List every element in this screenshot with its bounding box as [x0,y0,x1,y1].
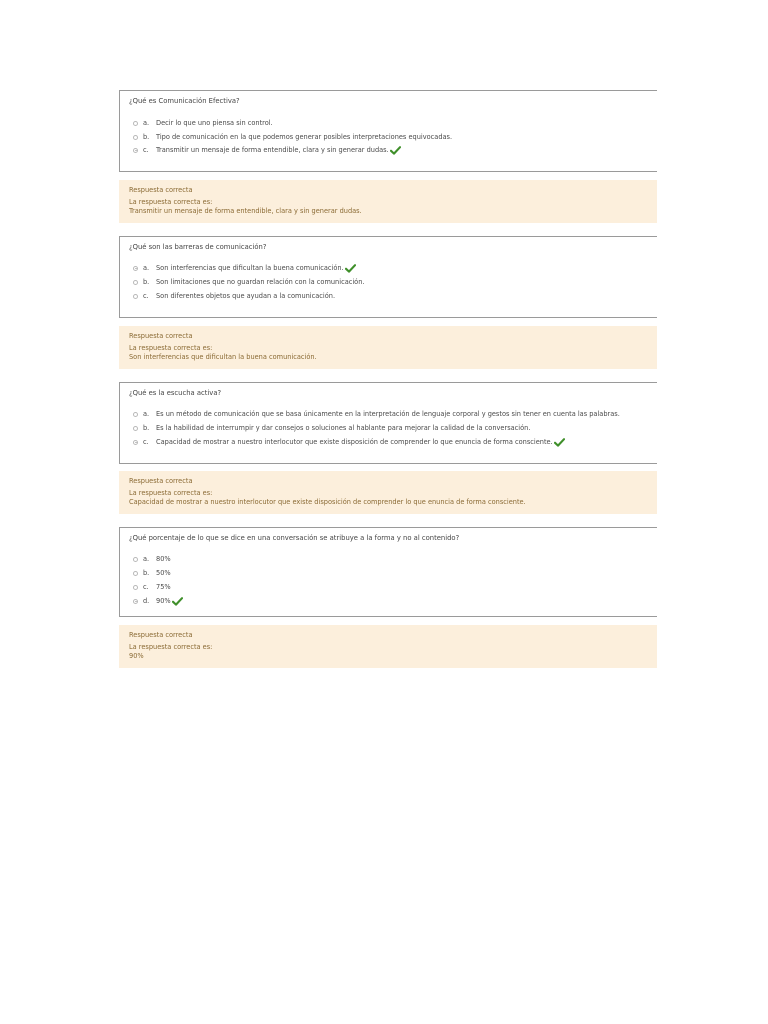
option-letter: b. [143,278,150,286]
radio-button-selected[interactable] [133,266,138,271]
question-3 [119,382,657,464]
question-text: ¿Qué es la escucha activa? [129,389,222,397]
check-icon [554,438,565,447]
option-text: Son diferentes objetos que ayudan a la comunicación. [156,292,336,300]
feedback-answer: 90% [129,651,144,660]
option-text: Capacidad de mostrar a nuestro interlocutor que existe disposición de comprender lo que enuncia de forma consciente. [156,438,553,446]
check-icon [345,264,356,273]
option-a[interactable] [133,263,356,273]
option-text: Son limitaciones que no guardan relación con la comunicación. [156,278,365,286]
question-1 [119,90,657,172]
option-letter: c. [143,146,149,154]
option-text: 75% [156,583,171,591]
option-text: Tipo de comunicación en la que podemos generar posibles interpretaciones equivocadas. [156,133,453,141]
feedback-2 [119,326,657,369]
option-b[interactable] [133,277,365,287]
option-b[interactable] [133,423,530,433]
feedback-intro: La respuesta correcta es: [129,344,213,353]
option-text: Es un método de comunicación que se basa únicamente en la interpretación de lenguaje corporal y gestos sin tener en cuenta las palabras. [156,410,620,418]
radio-button[interactable] [133,135,138,140]
option-c[interactable] [133,437,565,447]
option-letter: b. [143,569,150,577]
radio-button-selected[interactable] [133,440,138,445]
check-icon [390,146,401,155]
radio-button-selected[interactable] [133,599,138,604]
feedback-status: Respuesta correcta [129,186,193,194]
question-text: ¿Qué porcentaje de lo que se dice en una conversación se atribuye a la forma y no al contenido? [129,534,460,542]
option-a[interactable] [133,118,273,128]
option-letter: c. [143,292,149,300]
question-2 [119,236,657,318]
radio-button-selected[interactable] [133,148,138,153]
check-icon [172,597,183,606]
option-c[interactable] [133,582,171,592]
radio-button[interactable] [133,426,138,431]
feedback-3 [119,471,657,514]
option-letter: a. [143,410,150,418]
option-letter: d. [143,597,150,605]
radio-button[interactable] [133,412,138,417]
feedback-answer: Son interferencias que dificultan la buena comunicación. [129,352,317,361]
feedback-status: Respuesta correcta [129,332,193,340]
radio-button[interactable] [133,121,138,126]
option-letter: c. [143,583,149,591]
option-text: 50% [156,569,171,577]
option-letter: a. [143,119,150,127]
feedback-answer: Capacidad de mostrar a nuestro interlocutor que existe disposición de comprender lo que enuncia de forma consciente. [129,497,526,506]
option-text: Transmitir un mensaje de forma entendible, clara y sin generar dudas. [156,146,389,154]
feedback-status: Respuesta correcta [129,631,193,639]
feedback-intro: La respuesta correcta es: [129,643,213,652]
option-text: 90% [156,597,171,605]
option-text: Es la habilidad de interrumpir y dar consejos o soluciones al hablante para mejorar la calidad de la conversación. [156,424,531,432]
feedback-intro: La respuesta correcta es: [129,489,213,498]
option-c[interactable] [133,291,335,301]
option-b[interactable] [133,568,171,578]
question-text: ¿Qué es Comunicación Efectiva? [129,97,240,105]
question-text: ¿Qué son las barreras de comunicación? [129,243,267,251]
option-letter: b. [143,424,150,432]
option-text: Decir lo que uno piensa sin control. [156,119,273,127]
feedback-intro: La respuesta correcta es: [129,198,213,207]
option-letter: a. [143,264,150,272]
feedback-1 [119,180,657,223]
feedback-status: Respuesta correcta [129,477,193,485]
option-d[interactable] [133,596,183,606]
option-a[interactable] [133,554,171,564]
radio-button[interactable] [133,280,138,285]
option-text: 80% [156,555,171,563]
option-letter: c. [143,438,149,446]
radio-button[interactable] [133,585,138,590]
option-c[interactable] [133,145,401,155]
radio-button[interactable] [133,571,138,576]
option-a[interactable] [133,409,620,419]
option-text: Son interferencias que dificultan la buena comunicación. [156,264,344,272]
radio-button[interactable] [133,294,138,299]
option-letter: b. [143,133,150,141]
feedback-answer: Transmitir un mensaje de forma entendible, clara y sin generar dudas. [129,206,362,215]
feedback-4 [119,625,657,668]
question-4 [119,527,657,617]
option-b[interactable] [133,132,452,142]
option-letter: a. [143,555,150,563]
radio-button[interactable] [133,557,138,562]
